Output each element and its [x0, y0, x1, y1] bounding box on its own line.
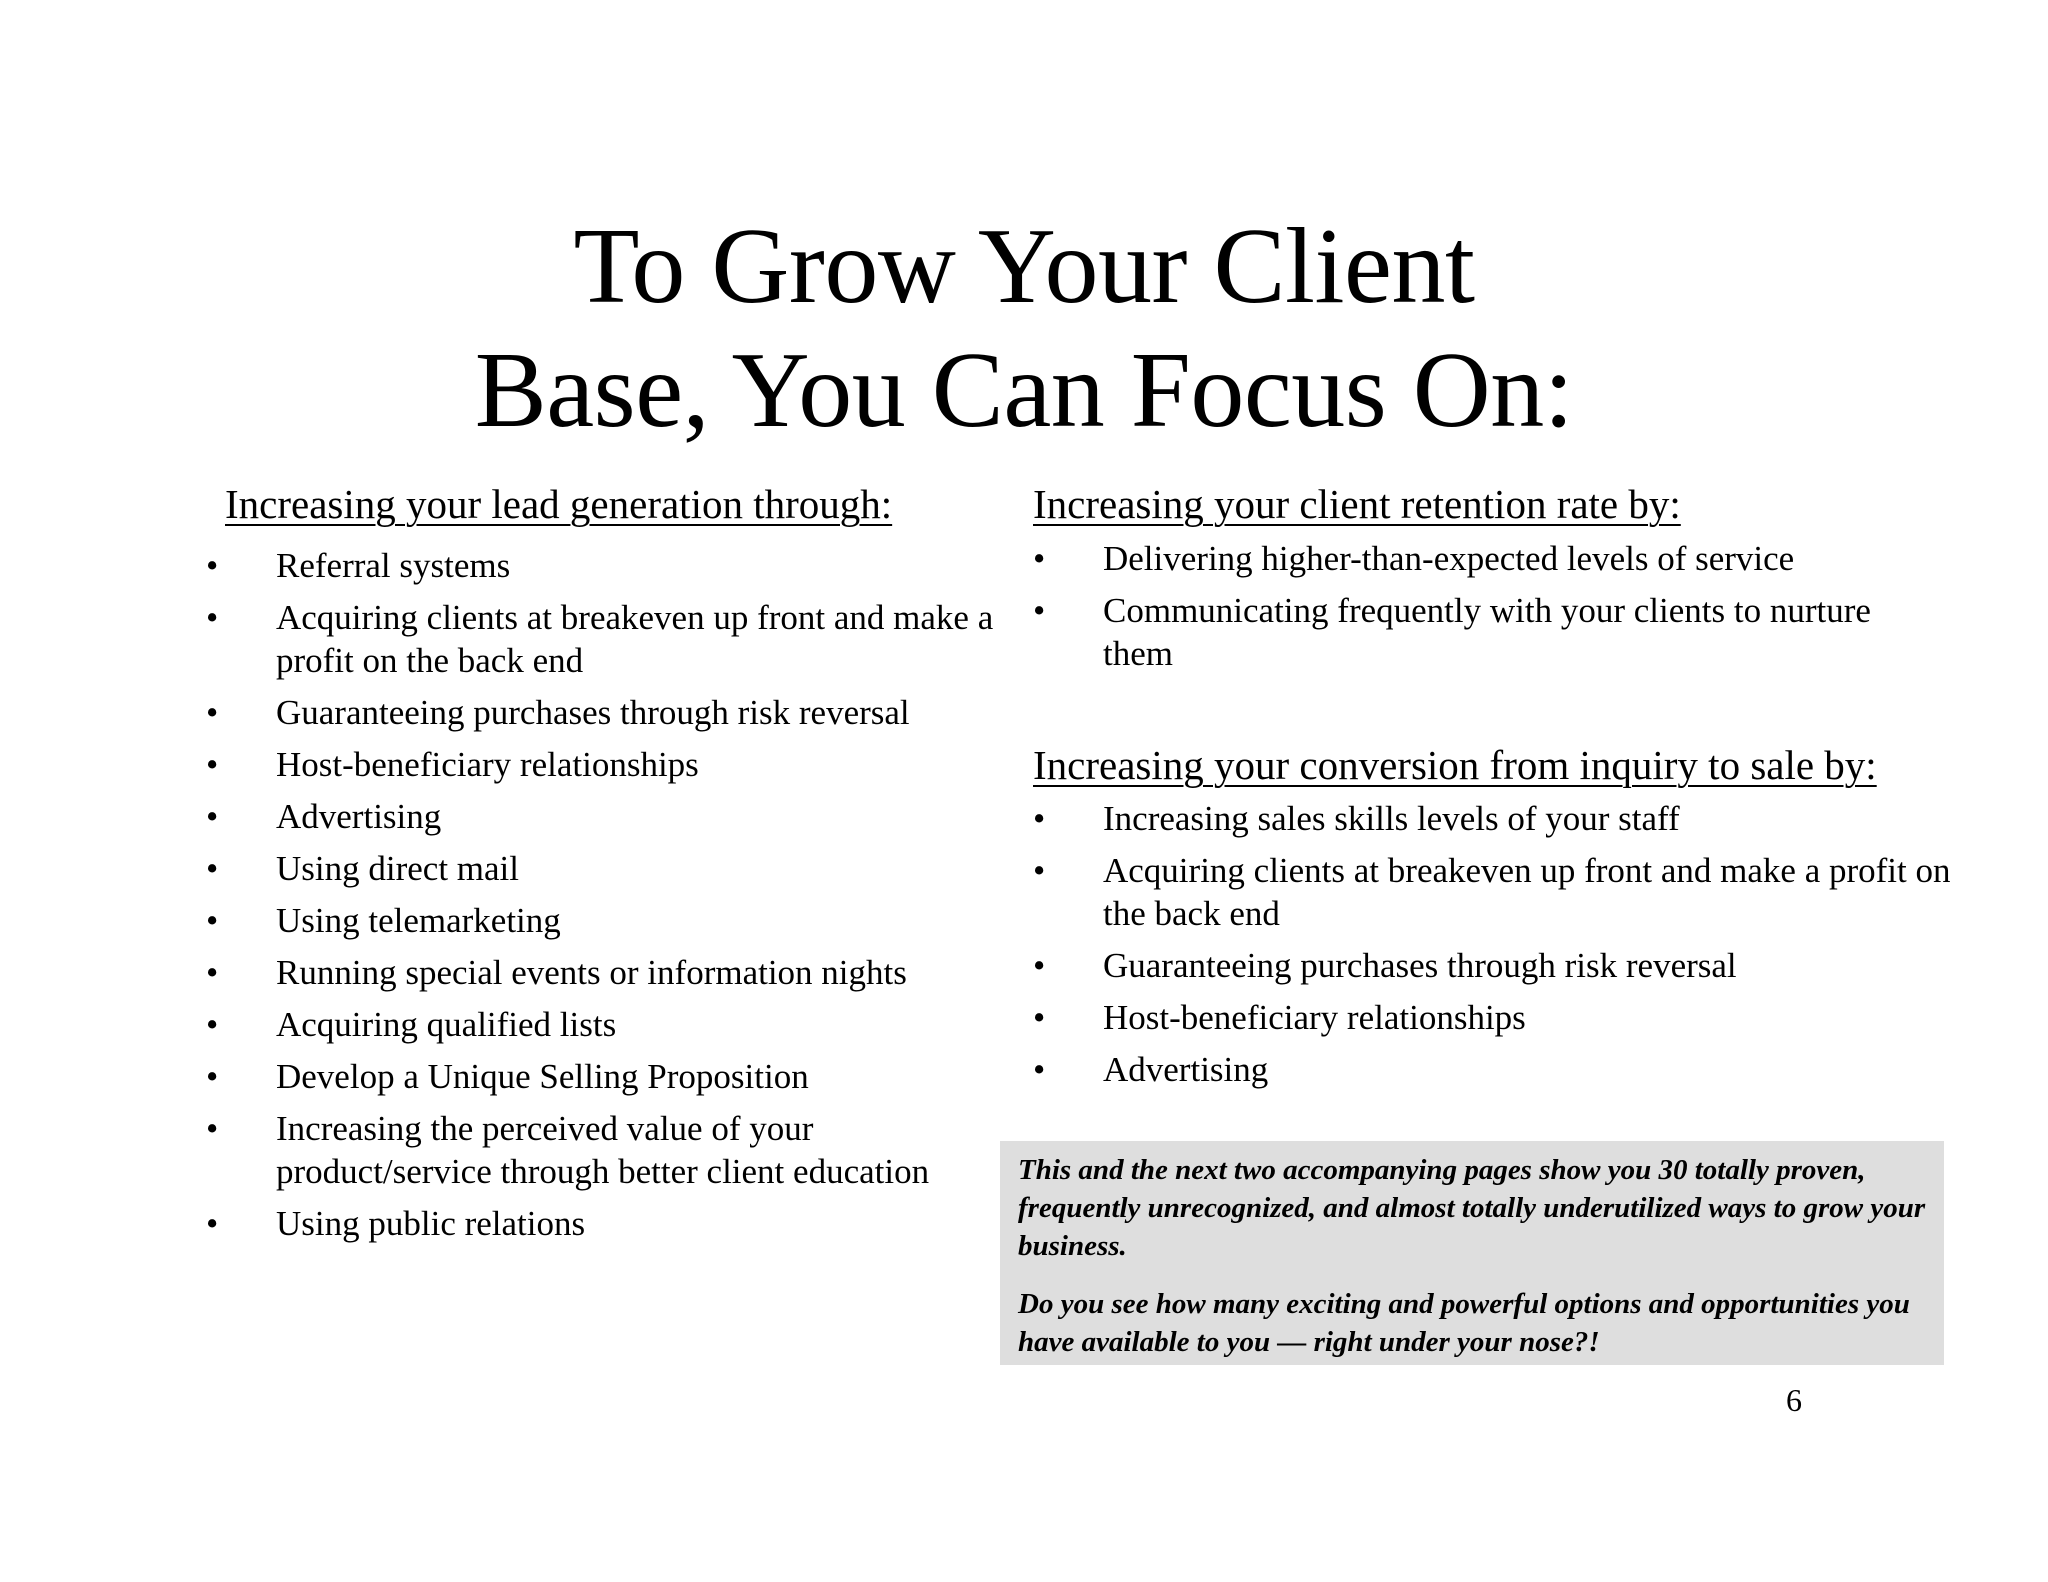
bullet-icon: • [1033, 539, 1046, 578]
conversion-heading: Increasing your conversion from inquiry to sale by: [1033, 742, 1877, 788]
bullet-icon: • [206, 849, 219, 888]
list-item: • Increasing the perceived value of your product/service through better client education [206, 1109, 930, 1191]
bullet-icon: • [206, 1057, 219, 1096]
list-item: • Delivering higher-than-expected levels of service [1033, 539, 1795, 578]
list-item: • Using public relations [206, 1204, 586, 1243]
bullet-icon: • [1033, 851, 1046, 890]
callout-paragraph-1: This and the next two accompanying pages show you 30 totally proven, frequently unrecognized, and almost totally underutilized ways to grow your business. [1018, 1154, 1926, 1262]
list-item: • Using telemarketing [206, 901, 561, 940]
conversion-list [1033, 797, 1953, 1100]
page-number: 6 [1786, 1382, 1802, 1418]
list-item: • Host-beneficiary relationships [1033, 998, 1526, 1037]
lead-generation-heading: Increasing your lead generation through: [225, 481, 893, 527]
bullet-icon: • [1033, 946, 1046, 985]
list-item: • Guaranteeing purchases through risk reversal [1033, 946, 1737, 985]
list-item: • Host-beneficiary relationships [206, 745, 699, 784]
list-item: • Advertising [1033, 1050, 1269, 1089]
bullet-icon: • [1033, 998, 1046, 1037]
bullet-icon: • [206, 546, 219, 585]
list-item: • Acquiring clients at breakeven up front and make a profit on the back end [206, 598, 994, 680]
bullet-icon: • [206, 901, 219, 940]
list-item: • Increasing sales skills levels of your staff [1033, 799, 1680, 838]
bullet-icon: • [1033, 1050, 1046, 1089]
bullet-icon: • [206, 1005, 219, 1044]
list-item: • Acquiring clients at breakeven up front and make a profit on the back end [1033, 851, 1951, 933]
list-item: • Using direct mail [206, 849, 520, 888]
list-item: • Develop a Unique Selling Proposition [206, 1057, 809, 1096]
title-line-1: To Grow Your Client [573, 207, 1475, 326]
bullet-icon: • [206, 1204, 219, 1243]
callout-box [1000, 1141, 1944, 1365]
bullet-icon: • [206, 693, 219, 732]
callout-paragraph-2: Do you see how many exciting and powerful options and opportunities you have available to you — right under your nose?! [1018, 1288, 1910, 1358]
list-item: • Communicating frequently with your clients to nurture them [1033, 591, 1871, 673]
list-item: • Guaranteeing purchases through risk reversal [206, 693, 910, 732]
list-item: • Advertising [206, 797, 442, 836]
bullet-icon: • [206, 953, 219, 992]
lead-generation-list [206, 544, 996, 1254]
bullet-icon: • [206, 745, 219, 784]
title-line-2: Base, You Can Focus On: [474, 331, 1574, 450]
bullet-icon: • [1033, 799, 1046, 838]
client-retention-heading: Increasing your client retention rate by: [1033, 481, 1681, 527]
list-item: • Referral systems [206, 546, 511, 585]
list-item: • Acquiring qualified lists [206, 1005, 617, 1044]
client-retention-list [1033, 537, 1913, 684]
bullet-icon: • [1033, 591, 1046, 630]
bullet-icon: • [206, 797, 219, 836]
list-item: • Running special events or information nights [206, 953, 907, 992]
page-title [0, 205, 2048, 453]
bullet-icon: • [206, 1109, 219, 1148]
bullet-icon: • [206, 598, 219, 637]
